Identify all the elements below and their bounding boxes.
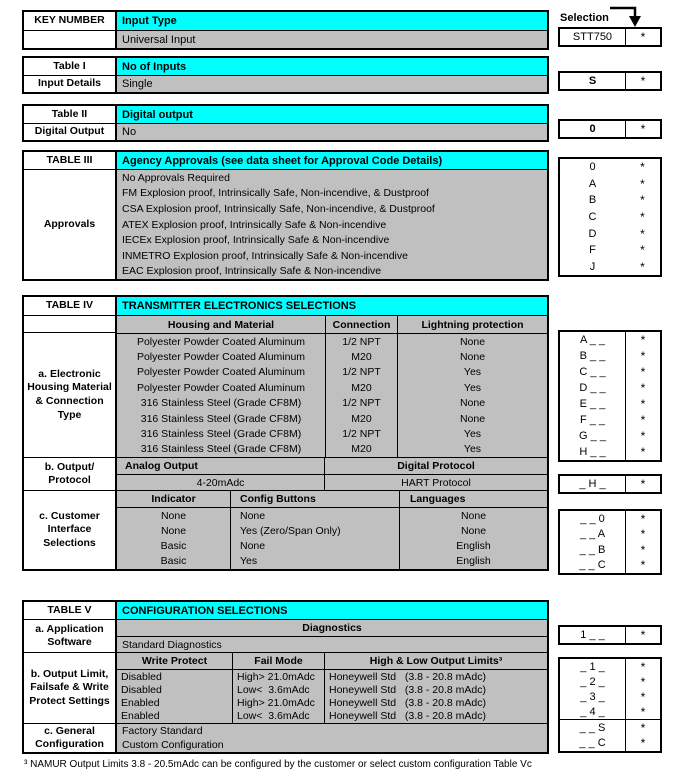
write-protect-cell: Disabled	[121, 683, 162, 696]
digital-protocol-value: HART Protocol	[324, 475, 547, 490]
selection-codes-column	[560, 659, 625, 719]
selection-code-cell[interactable]: _ _ B	[579, 543, 606, 556]
connection-cell: M20	[325, 442, 397, 457]
selection-star-cell: *	[640, 333, 646, 347]
housing-row	[117, 380, 547, 395]
table-v-a-selection-box	[558, 625, 662, 645]
selection-star-cell: *	[640, 349, 646, 363]
approval-text-cell: No Approvals Required	[122, 171, 230, 184]
connection-cell: 1/2 NPT	[325, 426, 397, 441]
lightning-cell: Yes	[397, 365, 547, 380]
languages-cell: English	[399, 539, 547, 554]
housing-material-cell: Polyester Powder Coated Aluminum	[136, 335, 306, 348]
selection-star-cell: *	[640, 381, 646, 395]
selection-code-cell[interactable]: _ _ S	[579, 721, 606, 734]
approvals-rows	[117, 170, 547, 279]
configuration-text-cell: Custom Configuration	[122, 739, 224, 751]
housing-material-cell: 316 Stainless Steel (Grade CF8M)	[140, 427, 302, 440]
section-a-label: a. Application Software	[24, 620, 117, 652]
housing-rows	[117, 333, 547, 457]
selection-code-cell[interactable]: _ H _	[579, 478, 606, 490]
selection-star-cell: *	[640, 511, 646, 526]
selection-code-cell[interactable]: H _ _	[579, 446, 606, 458]
lightning-column-header: Lightning protection	[397, 316, 547, 333]
customer-interface-row	[117, 539, 547, 554]
selection-code-cell[interactable]: B _ _	[579, 350, 606, 362]
selection-star-cell: *	[640, 193, 645, 208]
housing-row	[117, 411, 547, 426]
selection-star-cell: *	[625, 121, 660, 137]
housing-material-column-header: Housing and Material	[167, 318, 275, 331]
housing-row	[117, 334, 547, 349]
selection-star-cell: *	[640, 259, 645, 274]
selection-code-cell[interactable]: J	[589, 260, 596, 273]
connection-cell: M20	[325, 411, 397, 426]
section-c-label: c. Customer Interface Selections	[24, 491, 117, 569]
selection-code-cell[interactable]: B	[588, 194, 597, 207]
selection-code-cell[interactable]: _ 4 _	[580, 705, 605, 718]
selection-code-cell[interactable]: C	[588, 211, 597, 224]
lightning-cell: Yes	[397, 426, 547, 441]
fail-mode-column-header: Fail Mode	[232, 653, 324, 669]
selection-star-cell: *	[640, 413, 646, 427]
indicator-column-header: Indicator	[151, 493, 196, 505]
table-iii	[22, 150, 549, 281]
selection-code-cell[interactable]: 1 _ _	[580, 629, 605, 641]
table-iii-header: Agency Approvals (see data sheet for Approval Code Details)	[117, 152, 547, 169]
selection-star-cell: *	[640, 720, 646, 735]
general-configuration-row	[117, 738, 547, 752]
connection-cell: 1/2 NPT	[325, 396, 397, 411]
table-v-bc-selection-box	[558, 657, 662, 753]
config-buttons-cell: None	[230, 539, 399, 554]
table-iv-c-selection-box	[558, 509, 662, 575]
housing-material-cell: 316 Stainless Steel (Grade CF8M)	[140, 397, 302, 410]
digital-protocol-column-header: Digital Protocol	[324, 458, 547, 474]
namur-footnote: ³ NAMUR Output Limits 3.8 - 20.5mAdc can be configured by the customer or select custom configuration Table Vc	[24, 759, 532, 770]
approval-text-cell: EAC Explosion proof, Intrinsically Safe & Non-incendive	[122, 265, 382, 278]
selection-code-cell[interactable]: _ 3 _	[580, 690, 605, 703]
approval-text-cell: FM Explosion proof, Intrinsically Safe, Non-incendive, & Dustproof	[122, 187, 429, 200]
selection-star-cell: *	[640, 445, 646, 459]
output-limit-row	[117, 683, 547, 696]
table-v	[22, 600, 549, 754]
selection-stars-column	[625, 159, 660, 275]
connection-cell: 1/2 NPT	[325, 365, 397, 380]
configuration-text-cell: Factory Standard	[122, 725, 203, 737]
selection-star-cell: *	[625, 627, 660, 643]
table-iv-header: TRANSMITTER ELECTRONICS SELECTIONS	[117, 297, 547, 315]
table-iv-b-selection-box	[558, 474, 662, 494]
selection-star-cell: *	[640, 429, 646, 443]
housing-material-cell: 316 Stainless Steel (Grade CF8M)	[140, 443, 302, 456]
selection-star-cell: *	[640, 558, 646, 573]
selection-star-cell: *	[640, 243, 645, 258]
table-i-header: No of Inputs	[117, 58, 547, 75]
selection-stars-column	[625, 720, 660, 751]
selection-column-label: Selection	[560, 12, 609, 24]
general-configuration-row	[117, 724, 547, 738]
key-number-title: KEY NUMBER	[24, 12, 117, 30]
housing-material-cell: Polyester Powder Coated Aluminum	[136, 351, 306, 364]
housing-row	[117, 349, 547, 364]
approval-text-cell: IECEx Explosion proof, Intrinsically Safe & Non-incendive	[122, 234, 390, 247]
selection-stars-column	[625, 659, 660, 719]
customer-interface-row	[117, 523, 547, 538]
selection-star-cell: *	[640, 542, 646, 557]
selection-codes-column	[560, 332, 625, 460]
analog-output-column-header: Analog Output	[125, 460, 198, 472]
selection-codes-column	[560, 720, 625, 751]
config-buttons-cell: Yes (Zero/Span Only)	[230, 523, 399, 538]
table-ii-header: Digital output	[117, 106, 547, 123]
lightning-cell: None	[397, 334, 547, 349]
table-ii-selection-box	[558, 119, 662, 139]
digital-output-label: Digital Output	[24, 124, 117, 140]
write-protect-column-header: Write Protect	[141, 655, 208, 667]
selection-code-cell[interactable]: D _ _	[579, 382, 606, 394]
selection-code-cell[interactable]: G _ _	[579, 430, 606, 442]
housing-row	[117, 365, 547, 380]
section-b-label: b. Output/ Protocol	[24, 458, 117, 490]
analog-output-value: 4-20mAdc	[196, 476, 245, 489]
approval-text-cell: CSA Explosion proof, Intrinsically Safe, Non-incendive, & Dustproof	[122, 202, 435, 215]
table-iv-title: TABLE IV	[24, 297, 117, 315]
selection-star-cell: *	[640, 659, 646, 674]
input-details-value: Single	[117, 76, 547, 92]
approval-text-cell: INMETRO Explosion proof, Intrinsically Safe & Non-incendive	[122, 249, 408, 262]
selection-code-cell[interactable]: F _ _	[579, 414, 606, 426]
approvals-label: Approvals	[24, 170, 117, 279]
selection-star-cell: *	[640, 365, 646, 379]
customer-interface-rows	[117, 507, 547, 569]
table-i-title: Table I	[24, 58, 117, 75]
selection-codes-column	[560, 511, 625, 573]
label-spacer-cell	[24, 316, 115, 333]
selection-code-cell[interactable]: F	[589, 244, 596, 257]
section-a-label: a. Electronic Housing Material & Connection Type	[27, 367, 112, 421]
selection-star-cell: *	[640, 689, 646, 704]
table-v-header: CONFIGURATION SELECTIONS	[117, 602, 547, 619]
section-c-label: c. General Configuration	[24, 724, 117, 752]
selection-star-cell: *	[625, 73, 660, 89]
approval-row	[117, 248, 547, 264]
output-limits-column-header: High & Low Output Limits³	[324, 653, 547, 669]
housing-material-cell: 316 Stainless Steel (Grade CF8M)	[140, 412, 302, 425]
selection-code-cell[interactable]: 0	[589, 161, 596, 174]
customer-interface-row	[117, 554, 547, 569]
approval-row	[117, 201, 547, 217]
output-limits-cell: Honeywell Std (3.8 - 20.8 mAdc)	[324, 683, 547, 696]
selection-code-cell[interactable]: S	[588, 75, 597, 87]
indicator-cell: None	[160, 509, 187, 522]
output-limits-cell: Honeywell Std (3.8 - 20.8 mAdc)	[324, 710, 547, 723]
input-details-label: Input Details	[24, 76, 117, 92]
diagnostics-column-header: Diagnostics	[302, 622, 362, 634]
approval-row	[117, 232, 547, 248]
table-v-title: TABLE V	[24, 602, 117, 619]
indicator-cell: Basic	[160, 540, 187, 553]
selection-code-cell[interactable]: STT750	[572, 31, 613, 43]
selection-star-cell: *	[640, 210, 645, 225]
output-limit-row	[117, 710, 547, 723]
connection-cell: M20	[325, 349, 397, 364]
selection-code-cell[interactable]: 0	[589, 123, 596, 135]
table-i-selection-box	[558, 71, 662, 91]
selection-code-cell[interactable]: E _ _	[579, 398, 606, 410]
selection-code-cell[interactable]: A _ _	[579, 334, 606, 346]
key-number-table	[22, 10, 549, 50]
section-b-label: b. Output Limit, Failsafe & Write Protect Settings	[24, 653, 117, 723]
approval-row	[117, 217, 547, 233]
lightning-cell: None	[397, 411, 547, 426]
selection-code-cell[interactable]: C _ _	[579, 366, 606, 378]
table-i	[22, 56, 549, 94]
selection-code-cell[interactable]: _ _ C	[579, 559, 606, 572]
languages-cell: None	[399, 523, 547, 538]
output-limit-row	[117, 697, 547, 710]
write-protect-cell: Disabled	[121, 670, 162, 683]
section-electronic-housing	[24, 315, 547, 457]
section-application-software	[24, 619, 547, 652]
selection-code-cell[interactable]: _ _ A	[579, 528, 606, 541]
languages-column-header: Languages	[399, 491, 547, 507]
config-buttons-column-header: Config Buttons	[230, 491, 399, 507]
table-ii-title: Table II	[24, 106, 117, 123]
config-buttons-cell: None	[230, 508, 399, 523]
lightning-cell: None	[397, 349, 547, 364]
fail-mode-cell: High> 21.0mAdc	[232, 697, 324, 710]
housing-row	[117, 426, 547, 441]
selection-star-cell: *	[640, 160, 645, 175]
fail-mode-cell: Low< 3.6mAdc	[232, 683, 324, 696]
section-output-limit	[24, 652, 547, 723]
section-general-configuration	[24, 723, 547, 752]
key-number-selection-box	[558, 27, 662, 47]
output-limit-rows	[117, 669, 547, 723]
section-output-protocol	[24, 457, 547, 490]
diagnostics-value: Standard Diagnostics	[122, 638, 222, 651]
housing-row	[117, 396, 547, 411]
selection-star-cell: *	[625, 476, 660, 492]
write-protect-cell: Enabled	[121, 697, 160, 710]
general-configuration-rows	[117, 724, 547, 752]
table-iii-title: TABLE III	[24, 152, 117, 169]
indicator-cell: Basic	[160, 555, 187, 568]
selection-code-cell[interactable]: _ _ C	[579, 737, 606, 750]
connection-cell: M20	[325, 380, 397, 395]
selection-star-cell: *	[640, 674, 646, 689]
lightning-cell: Yes	[397, 442, 547, 457]
output-limit-row	[117, 670, 547, 683]
connection-cell: 1/2 NPT	[325, 334, 397, 349]
digital-output-value: No	[117, 124, 547, 140]
selection-code-cell[interactable]: _ 1 _	[580, 660, 605, 673]
config-buttons-cell: Yes	[230, 554, 399, 569]
languages-cell: English	[399, 554, 547, 569]
approval-text-cell: ATEX Explosion proof, Intrinsically Safe & Non-incendive	[122, 218, 387, 231]
selection-star-cell: *	[640, 704, 646, 719]
table-iv	[22, 295, 549, 571]
selection-star-cell: *	[640, 176, 645, 191]
selection-codes-column	[560, 159, 625, 275]
input-type-header: Input Type	[117, 12, 547, 30]
selection-code-cell[interactable]: _ 2 _	[580, 675, 605, 688]
input-type-value: Universal Input	[117, 31, 547, 48]
approval-row	[117, 263, 547, 279]
selection-code-cell[interactable]: _ _ 0	[580, 512, 605, 525]
selection-star-cell: *	[640, 397, 646, 411]
indicator-cell: None	[160, 524, 187, 537]
fail-mode-cell: High> 21.0mAdc	[232, 670, 324, 683]
selection-star-cell: *	[625, 29, 660, 45]
fail-mode-cell: Low< 3.6mAdc	[232, 710, 324, 723]
selection-star-cell: *	[640, 527, 646, 542]
selection-star-cell: *	[640, 226, 645, 241]
table-ii	[22, 104, 549, 142]
key-number-empty-cell	[24, 31, 117, 48]
housing-material-cell: Polyester Powder Coated Aluminum	[136, 381, 306, 394]
write-protect-cell: Enabled	[121, 710, 160, 723]
selection-code-cell[interactable]: A	[588, 177, 597, 190]
languages-cell: None	[399, 508, 547, 523]
customer-interface-row	[117, 508, 547, 523]
selection-stars-column	[625, 332, 660, 460]
housing-material-cell: Polyester Powder Coated Aluminum	[136, 366, 306, 379]
selection-code-cell[interactable]: D	[588, 227, 597, 240]
section-customer-interface	[24, 490, 547, 569]
output-limits-cell: Honeywell Std (3.8 - 20.8 mAdc)	[324, 670, 547, 683]
table-iii-selection-box	[558, 157, 662, 277]
table-iv-a-selection-box	[558, 330, 662, 462]
housing-row	[117, 442, 547, 457]
connection-column-header: Connection	[325, 316, 397, 333]
selection-stars-column	[625, 511, 660, 573]
lightning-cell: None	[397, 396, 547, 411]
selection-star-cell: *	[640, 736, 646, 751]
approval-row	[117, 186, 547, 202]
approval-row	[117, 170, 547, 186]
output-limits-cell: Honeywell Std (3.8 - 20.8 mAdc)	[324, 697, 547, 710]
lightning-cell: Yes	[397, 380, 547, 395]
